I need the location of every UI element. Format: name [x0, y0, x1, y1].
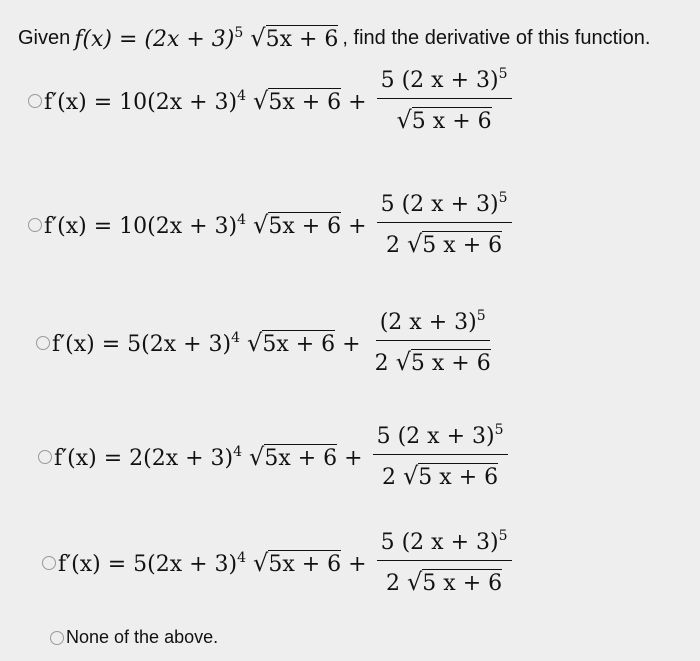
option-expression: [58, 549, 367, 577]
option-fraction: [377, 192, 512, 258]
answer-option-1[interactable]: [28, 68, 512, 134]
radical-sign: √: [247, 329, 263, 357]
radical-sign: √: [403, 462, 419, 490]
numerator-exponent: 5: [476, 308, 486, 324]
fraction-numerator: [373, 424, 508, 455]
question-text: [18, 24, 690, 52]
radio-button[interactable]: [42, 556, 56, 570]
option-fraction: [377, 68, 512, 134]
radicand: 5x + 6: [262, 332, 336, 357]
plus-sign: +: [348, 90, 367, 115]
plus-sign: +: [344, 446, 363, 471]
radicand: 5x + 6: [264, 446, 338, 471]
question-trail: , find the derivative of this function.: [342, 26, 651, 49]
numerator-exponent: 5: [498, 66, 508, 82]
numerator-exponent: 5: [498, 528, 508, 544]
radicand: 5x + 6: [265, 27, 339, 52]
option-main: f′(x) = 10(2x + 3): [44, 90, 238, 115]
none-option-label: None of the above.: [66, 627, 219, 647]
radical-sign: √: [407, 230, 423, 258]
radicand: 5 x + 6: [422, 571, 503, 596]
radical-sign: √: [253, 87, 269, 115]
radical-sign: √: [253, 549, 269, 577]
option-exponent: 4: [237, 212, 247, 228]
plus-sign: +: [348, 214, 367, 239]
fraction-numerator: [377, 530, 512, 561]
answer-option-2[interactable]: [28, 192, 512, 258]
radicand: 5x + 6: [268, 90, 342, 115]
option-exponent: 4: [231, 330, 241, 346]
radical-sign: √: [395, 348, 411, 376]
denominator-radical: [397, 106, 492, 134]
fraction-denominator: [378, 455, 502, 490]
option-fraction: [377, 530, 512, 596]
numerator-text: 5 (2 x + 3): [380, 192, 499, 217]
function-radical: [250, 24, 338, 52]
radio-button[interactable]: [28, 94, 42, 108]
numerator-text: 5 (2 x + 3): [380, 530, 499, 555]
question-function: [74, 24, 338, 52]
radio-button[interactable]: [36, 336, 50, 350]
fraction-denominator: [393, 99, 496, 134]
answer-option-4[interactable]: [38, 424, 508, 490]
option-expression: [52, 329, 361, 357]
numerator-text: (2 x + 3): [379, 310, 477, 335]
option-main: f′(x) = 2(2x + 3): [54, 446, 234, 471]
fraction-denominator: [371, 341, 495, 376]
fraction-numerator: [377, 68, 512, 99]
plus-sign: +: [348, 552, 367, 577]
denominator-coefficient: 2: [386, 571, 400, 596]
fraction-denominator: [382, 223, 506, 258]
radicand: 5x + 6: [268, 214, 342, 239]
radicand: 5x + 6: [268, 552, 342, 577]
option-expression: [54, 443, 363, 471]
option-radical: [253, 211, 341, 239]
option-expression: [44, 87, 367, 115]
radio-button[interactable]: [28, 218, 42, 232]
numerator-exponent: 5: [498, 190, 508, 206]
numerator-text: 5 (2 x + 3): [376, 424, 495, 449]
radio-button[interactable]: [38, 450, 52, 464]
radical-sign: √: [250, 24, 266, 52]
numerator-exponent: 5: [494, 422, 504, 438]
radicand: 5 x + 6: [422, 233, 503, 258]
radical-sign: √: [253, 211, 269, 239]
option-fraction: [373, 424, 508, 490]
numerator-text: 5 (2 x + 3): [380, 68, 499, 93]
option-radical: [253, 87, 341, 115]
denominator-coefficient: 2: [382, 465, 396, 490]
option-expression: [44, 211, 367, 239]
answer-option-5[interactable]: [42, 530, 512, 596]
answer-option-none[interactable]: [50, 627, 218, 648]
denominator-radical: [407, 568, 502, 596]
radicand: 5 x + 6: [410, 351, 491, 376]
denominator-radical: [407, 230, 502, 258]
question-lead: Given: [18, 26, 71, 49]
function-expression: f(x) = (2x + 3): [74, 27, 235, 52]
fraction-numerator: [376, 310, 490, 341]
option-exponent: 4: [233, 444, 243, 460]
option-radical: [247, 329, 335, 357]
denominator-radical: [396, 348, 491, 376]
radicand: 5 x + 6: [411, 109, 492, 134]
radical-sign: √: [249, 443, 265, 471]
option-radical: [249, 443, 337, 471]
option-radical: [253, 549, 341, 577]
denominator-radical: [403, 462, 498, 490]
answer-option-3[interactable]: [36, 310, 495, 376]
radical-sign: √: [396, 106, 412, 134]
plus-sign: +: [342, 332, 361, 357]
denominator-coefficient: 2: [374, 351, 389, 376]
radicand: 5 x + 6: [418, 465, 499, 490]
option-fraction: [371, 310, 495, 376]
fraction-denominator: [382, 561, 506, 596]
option-exponent: 4: [237, 550, 247, 566]
option-main: f′(x) = 5(2x + 3): [52, 332, 232, 357]
function-exponent: 5: [234, 25, 244, 41]
radical-sign: √: [407, 568, 423, 596]
fraction-numerator: [377, 192, 512, 223]
option-main: f′(x) = 5(2x + 3): [58, 552, 238, 577]
option-main: f′(x) = 10(2x + 3): [44, 214, 238, 239]
radio-button[interactable]: [50, 631, 64, 645]
option-exponent: 4: [237, 88, 247, 104]
denominator-coefficient: 2: [386, 233, 400, 258]
